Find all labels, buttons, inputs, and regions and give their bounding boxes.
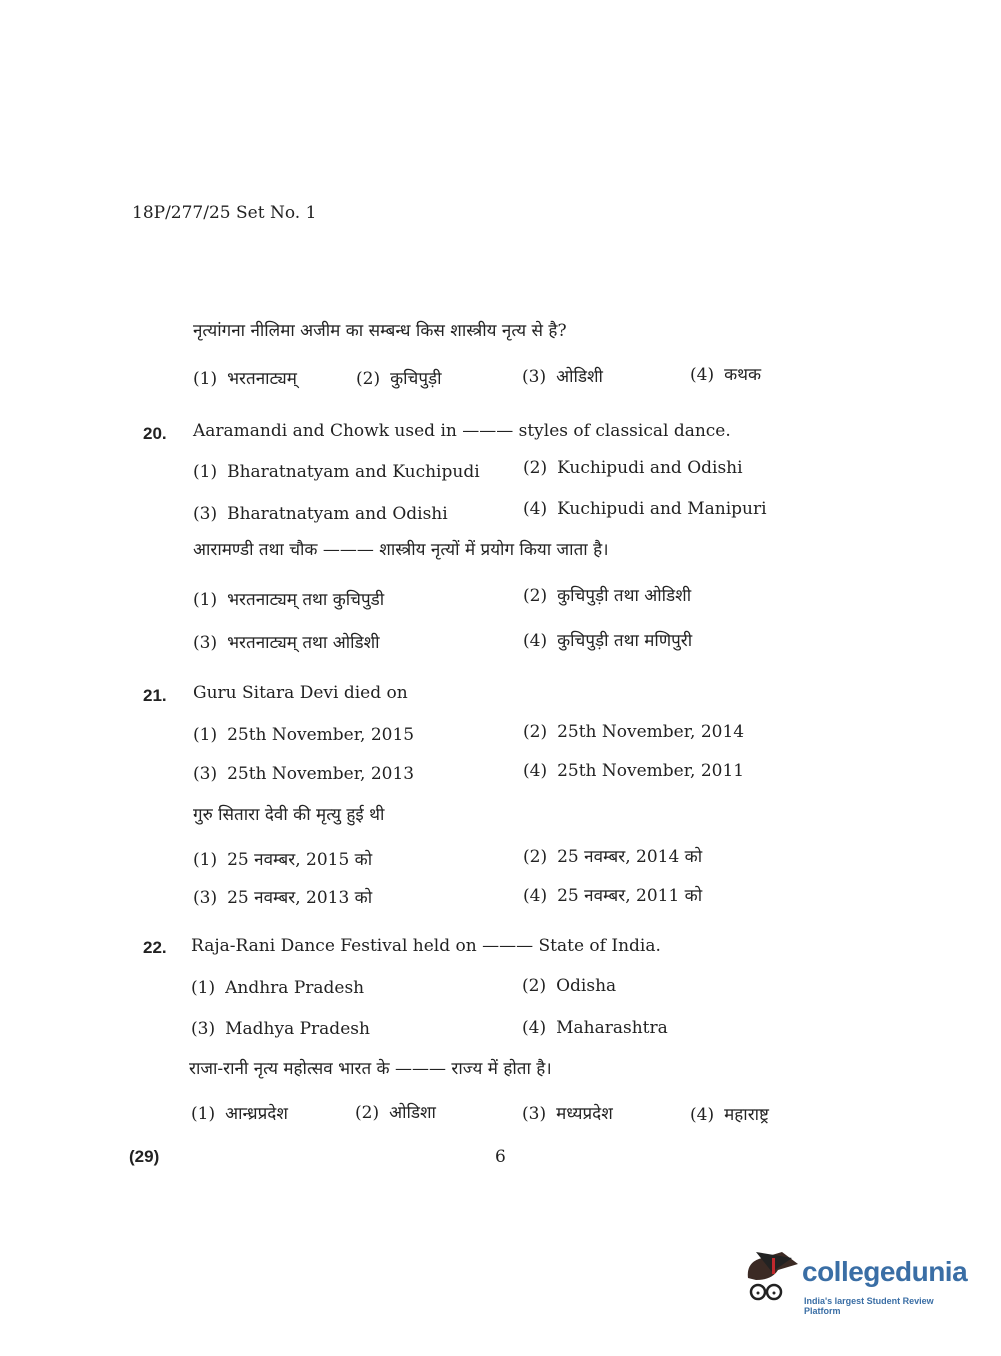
option-number: (3) [193,764,218,784]
option-number: (3) [193,504,218,524]
q20-option-1 [193,461,480,483]
option-number: (3) [193,888,218,908]
q22-option-2 [522,975,616,997]
q20-option-2 [523,457,743,479]
option-number: (3) [522,367,547,387]
q20-text: Aaramandi and Chowk used in ——— styles of classical dance. [193,421,731,441]
option-text: Kuchipudi and Manipuri [557,499,767,519]
q20-hindi-option-1 [193,589,384,611]
mascot-icon [742,1250,802,1312]
option-text: 25 नवम्बर, 2014 को [557,847,703,867]
option-number: (1) [193,462,218,482]
option-text: ओडिशा [389,1103,436,1123]
q22-number: 22. [143,938,167,957]
option-number: (2) [523,847,548,867]
paper-code-header: 18P/277/25 Set No. 1 [132,203,317,223]
logo-tagline: India's largest Student Review Platform [804,1296,934,1316]
option-number: (3) [522,1104,547,1124]
option-number: (4) [523,761,548,781]
option-text: भरतनाट्यम् तथा ओडिशी [227,633,380,653]
option-number: (4) [690,365,715,385]
option-text: 25 नवम्बर, 2011 को [557,886,703,906]
option-number: (2) [523,722,548,742]
q19-hindi-option-2 [356,368,442,390]
option-text: 25th November, 2011 [557,761,745,781]
option-number: (1) [193,850,218,870]
option-text: 25 नवम्बर, 2015 को [227,850,373,870]
option-number: (4) [690,1105,715,1125]
q22-option-1 [191,977,364,999]
option-text: 25th November, 2013 [227,764,415,784]
q19-hindi-option-1 [193,368,297,390]
q20-hindi-option-2 [523,585,691,607]
q22-hindi-option-1 [191,1103,288,1125]
option-text: कथक [724,365,762,385]
q21-option-1 [193,724,414,746]
option-text: भरतनाट्यम् तथा कुचिपुडी [227,590,385,610]
option-number: (2) [355,1103,380,1123]
option-text: Bharatnatyam and Odishi [227,504,448,524]
option-number: (1) [191,978,216,998]
q21-text: Guru Sitara Devi died on [193,683,408,703]
q22-text: Raja-Rani Dance Festival held on ——— State of India. [191,936,661,956]
q21-hindi-option-2 [523,846,702,868]
option-text: Madhya Pradesh [225,1019,370,1039]
footer-code: (29) [129,1147,160,1166]
option-text: Kuchipudi and Odishi [557,458,743,478]
q21-hindi-option-4 [523,885,702,907]
option-text: Andhra Pradesh [225,978,365,998]
q20-hindi-text: आरामण्डी तथा चौक ——— शास्त्रीय नृत्यों में प्रयोग किया जाता है। [193,540,609,560]
option-text: Bharatnatyam and Kuchipudi [227,462,480,482]
q21-option-3 [193,763,414,785]
option-number: (2) [522,976,547,996]
option-text: कुचिपुड़ी [390,369,442,389]
q19-hindi-option-4 [690,364,761,386]
q20-number: 20. [143,424,167,443]
option-number: (1) [193,725,218,745]
q20-option-4 [523,498,767,520]
option-number: (4) [523,499,548,519]
q22-hindi-option-3 [522,1103,613,1125]
option-text: ओडिशी [556,367,603,387]
option-text: आन्ध्रप्रदेश [225,1104,288,1124]
option-text: भरतनाट्यम् [227,369,297,389]
q21-hindi-option-1 [193,849,372,871]
option-text: 25th November, 2014 [557,722,745,742]
option-number: (4) [523,631,548,651]
q20-option-3 [193,503,448,525]
option-text: 25th November, 2015 [227,725,415,745]
q22-option-4 [522,1017,668,1039]
logo-brand: collegedunia [802,1256,968,1287]
option-number: (1) [193,369,218,389]
option-text: महाराष्ट्र [724,1105,769,1125]
option-text: मध्यप्रदेश [556,1104,613,1124]
option-text: कुचिपुड़ी तथा मणिपुरी [557,631,693,651]
option-number: (3) [193,633,218,653]
option-number: (1) [193,590,218,610]
option-text: 25 नवम्बर, 2013 को [227,888,373,908]
option-number: (2) [523,458,548,478]
option-number: (3) [191,1019,216,1039]
option-text: Maharashtra [556,1018,668,1038]
q22-option-3 [191,1018,370,1040]
q21-hindi-option-3 [193,887,372,909]
option-number: (4) [522,1018,547,1038]
option-text: कुचिपुड़ी तथा ओडिशी [557,586,692,606]
q21-option-4 [523,760,744,782]
option-number: (4) [523,886,548,906]
option-text: Odisha [556,976,617,996]
q22-hindi-option-2 [355,1102,436,1124]
q19-hindi-text: नृत्यांगना नीलिमा अजीम का सम्बन्ध किस शास्त्रीय नृत्य से है? [193,321,567,341]
q22-hindi-text: राजा-रानी नृत्य महोत्सव भारत के ——— राज्य में होता है। [189,1059,552,1079]
page-number: 6 [495,1147,506,1167]
q22-hindi-option-4 [690,1104,769,1126]
option-number: (2) [523,586,548,606]
q21-hindi-text: गुरु सितारा देवी की मृत्यु हुई थी [193,805,385,825]
q20-hindi-option-3 [193,632,380,654]
q20-hindi-option-4 [523,630,692,652]
option-number: (2) [356,369,381,389]
q21-option-2 [523,721,744,743]
q21-number: 21. [143,686,167,705]
collegedunia-logo [742,1250,972,1316]
q19-hindi-option-3 [522,366,603,388]
option-number: (1) [191,1104,216,1124]
